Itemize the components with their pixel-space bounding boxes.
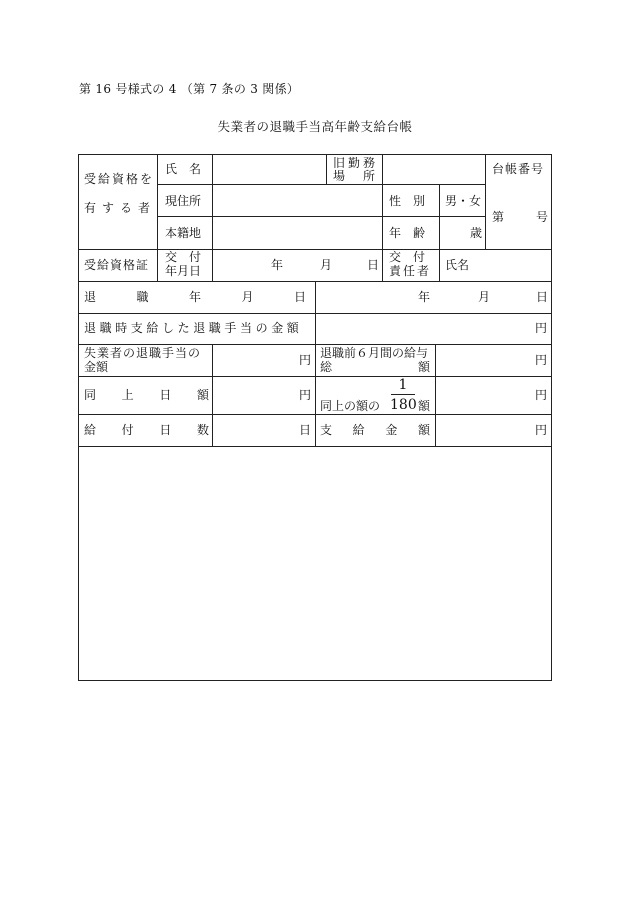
- daily-amount-label-char: 同: [84, 388, 97, 402]
- retirement-label-char: 日: [293, 290, 306, 304]
- benefit-days-unit: 日: [299, 423, 312, 437]
- grid-line: [78, 249, 552, 250]
- daily-amount-label-char: 日: [159, 388, 172, 402]
- retirement-label-char: 退: [84, 290, 97, 304]
- daily-amount-label: [84, 389, 209, 402]
- current-address-label: 現住所: [165, 194, 202, 208]
- grid-line: [212, 154, 213, 281]
- payment-amount-label-char: 支: [320, 423, 333, 437]
- grid-line: [326, 154, 327, 185]
- issue-year-unit: 年: [271, 258, 284, 272]
- salary-total-label-line2a: 総: [320, 360, 333, 374]
- ledger-number-prefix: 第: [492, 210, 505, 224]
- age-unit: 歳: [470, 226, 483, 240]
- issuer-name-label: 氏名: [445, 258, 470, 272]
- fraction-numerator: 1: [398, 377, 408, 393]
- grid-line: [157, 154, 158, 281]
- salary-total-label-line1: 退職前６月間の給与: [320, 346, 429, 360]
- unemployed-allowance-label-line2: 金額: [84, 360, 109, 374]
- issue-day-unit: 日: [367, 258, 380, 272]
- grid-line: [315, 281, 316, 446]
- former-office-label-line1: 旧勤務: [333, 156, 379, 170]
- payment-amount-label-char: 額: [417, 423, 430, 437]
- fraction-denominator: 180: [390, 397, 417, 413]
- qualified-person-label-line2: 有する者: [84, 201, 157, 215]
- benefit-days-label: [84, 424, 209, 437]
- grid-line: [382, 154, 383, 281]
- retirement-label-char: 職: [136, 290, 149, 304]
- retirement-allowance-label: 退職時支給した退職手当の金額: [84, 321, 303, 335]
- ledger-number-label: 台帳番号: [492, 162, 545, 176]
- certificate-label: 受給資格証: [84, 258, 150, 272]
- daily-amount-label-char: 上: [121, 388, 134, 402]
- payment-amount-label: [320, 424, 430, 437]
- retirement-day-unit: 日: [536, 290, 549, 304]
- grid-line: [435, 344, 436, 446]
- sex-label: 性 別: [389, 194, 426, 208]
- grid-line: [485, 154, 486, 249]
- form-number: 第 16 号様式の 4 （第 7 条の 3 関係）: [79, 82, 300, 96]
- payment-amount-label-char: 給: [352, 423, 365, 437]
- domicile-label: 本籍地: [165, 226, 202, 240]
- document-title: 失業者の退職手当高年齢支給台帳: [217, 119, 413, 134]
- issue-date-label-line2: 年月日: [165, 264, 202, 278]
- benefit-days-label-char: 給: [84, 423, 97, 437]
- grid-line: [212, 344, 213, 446]
- grid-line: [157, 184, 485, 185]
- grid-line: [439, 184, 440, 249]
- daily-amount-label-char: 額: [196, 388, 209, 402]
- benefit-days-label-char: 付: [121, 423, 134, 437]
- retirement-label-char: 年: [188, 290, 201, 304]
- ledger-number-suffix: 号: [536, 210, 549, 224]
- retirement-date-label: [84, 291, 306, 304]
- fraction-bar: [391, 394, 415, 395]
- retirement-year-unit: 年: [418, 290, 431, 304]
- former-office-label-line2: 場 所: [333, 169, 379, 183]
- issuer-label-line1: 交 付: [389, 250, 426, 264]
- unemployed-allowance-yen: 円: [299, 353, 312, 367]
- issue-date-label-line1: 交 付: [165, 250, 202, 264]
- sex-value: 男・女: [445, 194, 482, 208]
- retirement-month-unit: 月: [478, 290, 491, 304]
- grid-line: [157, 216, 485, 217]
- salary-total-label-line2b: 額: [418, 360, 431, 374]
- retirement-label-char: 月: [241, 290, 254, 304]
- benefit-days-label-char: 数: [196, 423, 209, 437]
- grid-line: [439, 249, 440, 281]
- benefit-days-label-char: 日: [159, 423, 172, 437]
- name-label: 氏 名: [165, 162, 202, 176]
- fraction-suffix: 額: [418, 399, 431, 413]
- remarks-area: [79, 447, 551, 680]
- fraction-prefix: 同上の額の: [320, 399, 381, 413]
- payment-amount-label-char: 金: [385, 423, 398, 437]
- unemployed-allowance-label-line1: 失業者の退職手当の: [84, 346, 202, 360]
- daily-amount-yen: 円: [299, 388, 312, 402]
- fraction-amount-yen: 円: [535, 388, 548, 402]
- salary-total-yen: 円: [535, 353, 548, 367]
- payment-amount-yen: 円: [535, 423, 548, 437]
- age-label: 年 齢: [389, 226, 426, 240]
- issuer-label-line2: 責任者: [389, 264, 432, 278]
- qualified-person-label-line1: 受給資格を: [84, 172, 155, 186]
- retirement-allowance-yen: 円: [535, 321, 548, 335]
- issue-month-unit: 月: [320, 258, 333, 272]
